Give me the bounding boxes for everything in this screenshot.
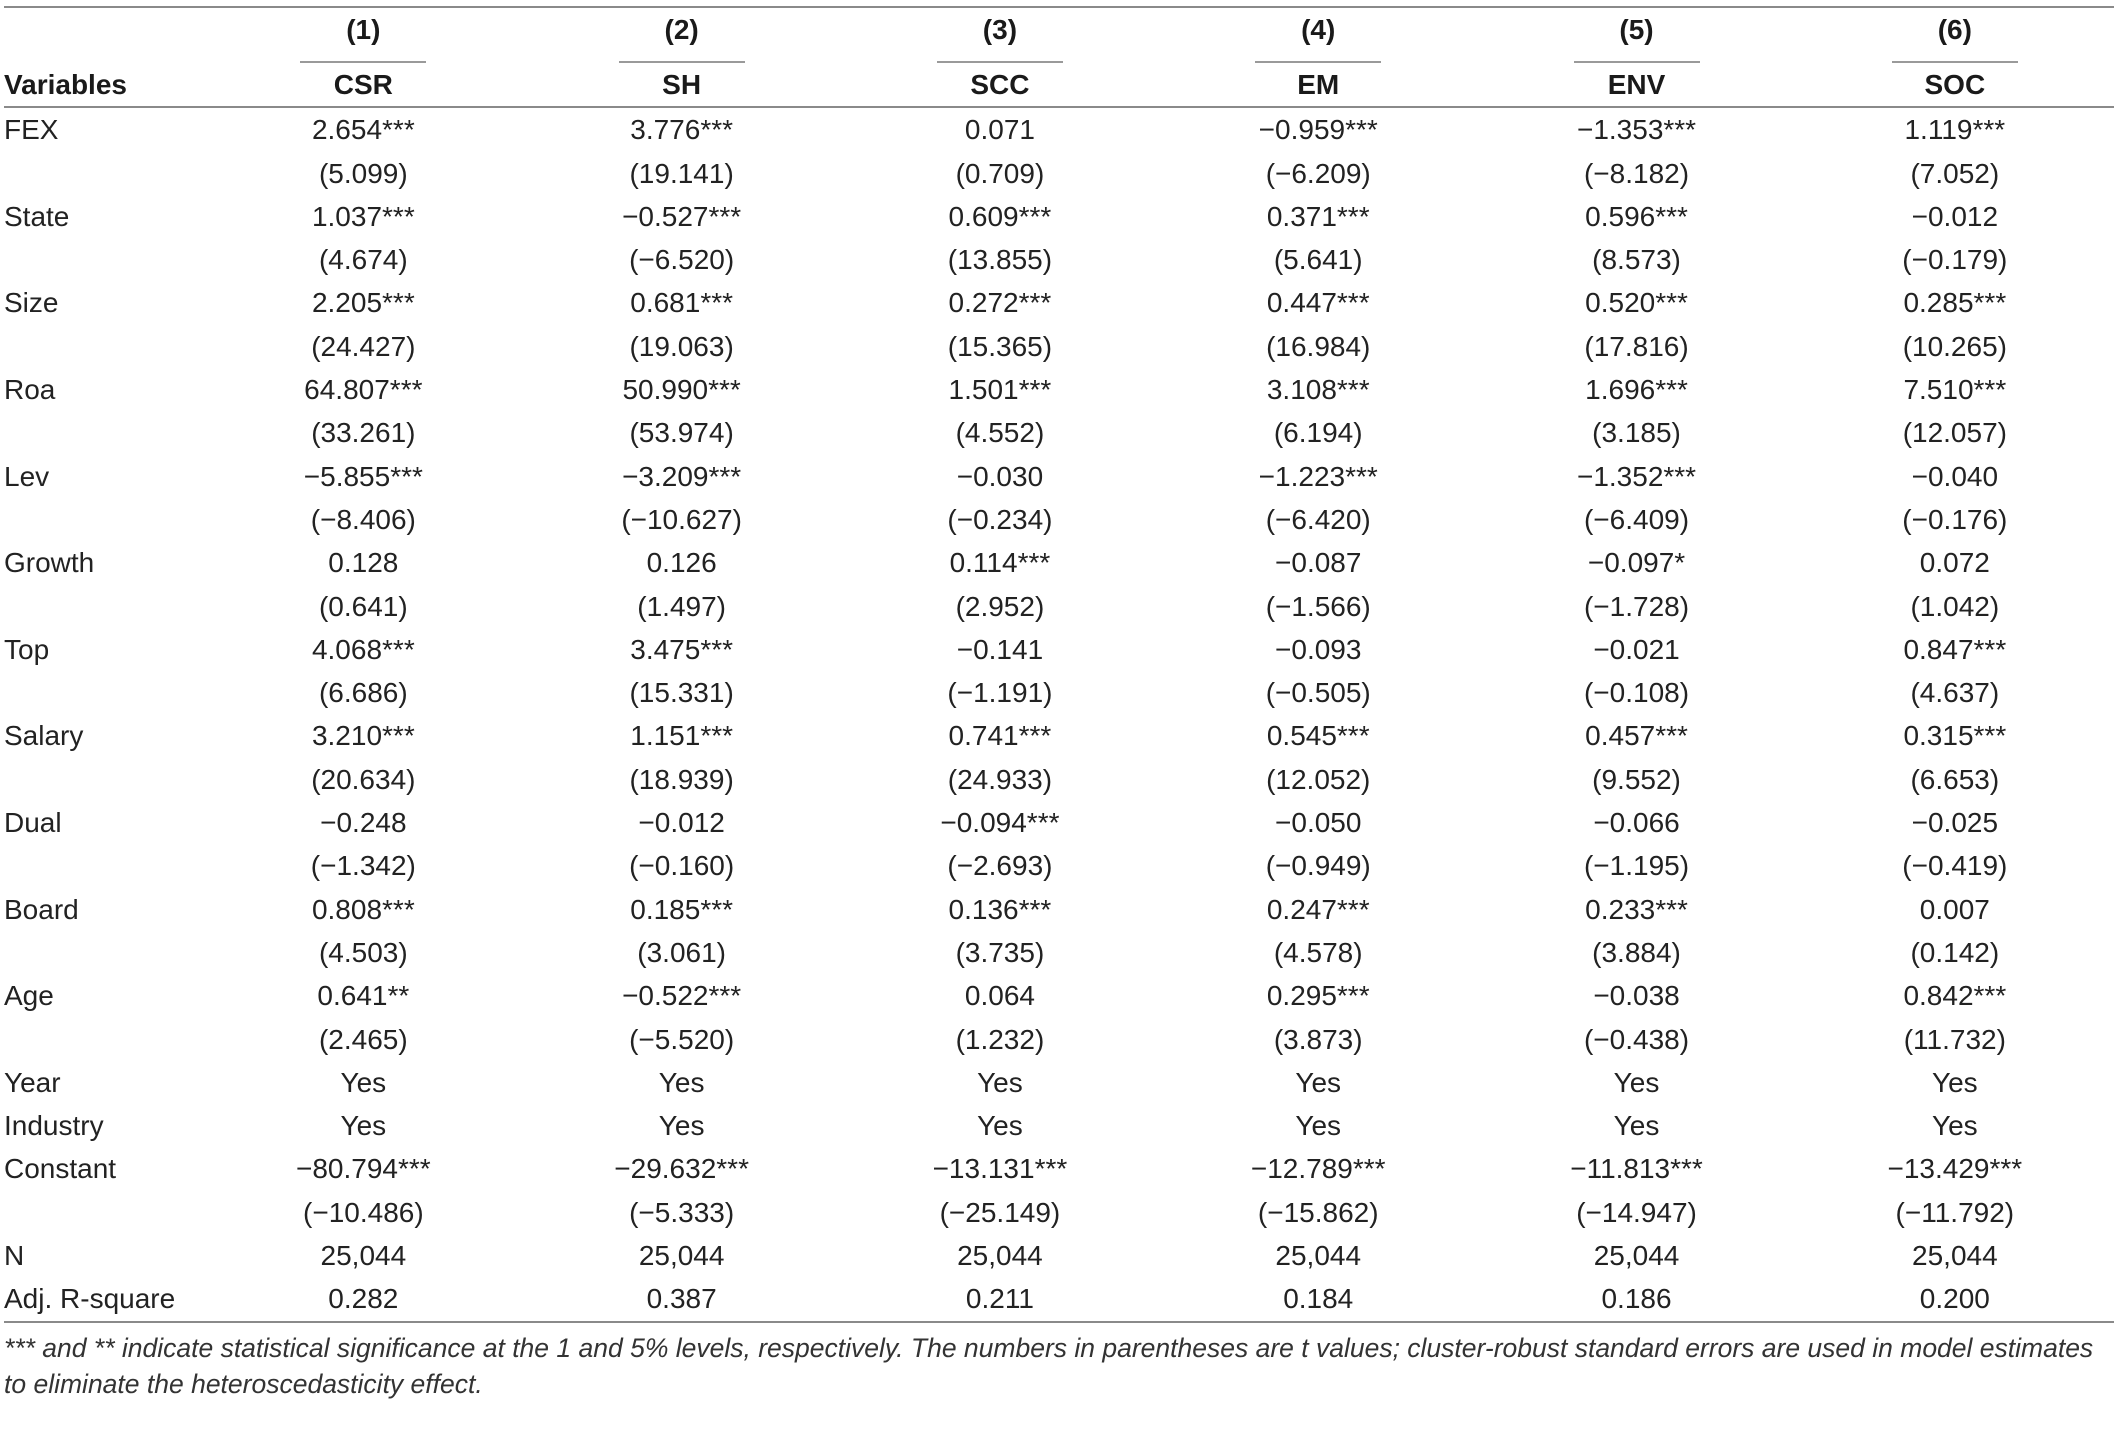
column-name-soc: SOC <box>1796 63 2114 107</box>
table-row <box>4 498 2114 541</box>
table-cell: (4.578) <box>1273 936 1363 968</box>
table-cell: (17.816) <box>1584 330 1689 362</box>
table-cell: 0.186 <box>1477 1277 1795 1321</box>
table-cell: 0.272*** <box>948 287 1052 319</box>
row-variable-label <box>4 671 204 714</box>
table-row <box>4 455 2114 498</box>
table-cell: −0.050 <box>1275 807 1362 839</box>
table-cell: −1.352*** <box>1576 460 1697 492</box>
table-cell: 0.295*** <box>1266 980 1370 1012</box>
table-cell: 0.282 <box>204 1277 522 1321</box>
row-variable-label: Board <box>4 893 79 925</box>
table-cell: (−6.209) <box>1265 157 1371 189</box>
column-number-3: (3) <box>841 7 1159 63</box>
table-cell: (1.497) <box>637 590 726 622</box>
column-name-scc: SCC <box>841 63 1159 107</box>
table-cell: 0.681*** <box>630 287 734 319</box>
table-cell: 0.128 <box>328 547 399 579</box>
table-cell: Yes <box>1295 1066 1342 1098</box>
row-variable-label: Industry <box>4 1110 104 1142</box>
table-row <box>4 1147 2114 1190</box>
table-cell: (−0.505) <box>1265 677 1371 709</box>
table-row <box>4 1018 2114 1061</box>
table-cell: −0.021 <box>1593 633 1680 665</box>
table-row <box>4 152 2114 195</box>
table-cell: 50.990*** <box>622 374 741 406</box>
table-footnote: *** and ** indicate statistical significance at the 1 and 5% levels, respectively. The numbers in parentheses are t values; cluster-robust standard errors are used in model estimates to eliminate the heteroscedasticity effect. <box>4 1333 2094 1399</box>
table-cell: 0.596*** <box>1585 200 1688 232</box>
table-cell: (2.465) <box>318 1023 408 1055</box>
row-variable-label: Adj. R-square <box>4 1277 204 1321</box>
table-cell: (53.974) <box>629 417 734 449</box>
table-row <box>4 411 2114 454</box>
column-name-em: EM <box>1159 63 1477 107</box>
table-cell: −0.030 <box>956 460 1044 492</box>
table-cell: (12.052) <box>1266 763 1371 795</box>
table-cell: 0.641** <box>317 980 410 1012</box>
table-cell: (−5.520) <box>629 1023 735 1055</box>
table-cell: 25,044 <box>957 1240 1043 1272</box>
table-cell: Yes <box>977 1110 1023 1142</box>
table-cell: (−6.409) <box>1583 503 1690 535</box>
table-cell: 3.210*** <box>311 720 415 752</box>
table-cell: (3.061) <box>637 936 726 968</box>
table-row <box>4 714 2114 757</box>
table-cell: (24.427) <box>311 330 416 362</box>
table-cell: −13.429*** <box>1887 1153 2023 1185</box>
row-variable-label: Year <box>4 1066 61 1098</box>
table-row <box>4 1277 2114 1321</box>
row-variable-label: Top <box>4 633 50 665</box>
table-cell: −0.097* <box>1587 547 1686 579</box>
table-cell: −0.040 <box>1911 460 1999 492</box>
table-cell: 25,044 <box>1912 1240 1998 1272</box>
table-cell: (4.503) <box>318 936 408 968</box>
table-cell: 2.205*** <box>311 287 415 319</box>
table-cell: (3.185) <box>1592 417 1681 449</box>
table-cell: (10.265) <box>1902 330 2007 362</box>
table-cell: (−6.520) <box>629 244 735 276</box>
table-cell: (0.641) <box>318 590 408 622</box>
table-cell: 0.184 <box>1159 1277 1477 1321</box>
table-cell: 1.696*** <box>1585 374 1688 406</box>
table-cell: −11.813*** <box>1570 1153 1703 1185</box>
table-cell: (8.573) <box>1592 244 1681 276</box>
table-cell: −12.789*** <box>1250 1153 1386 1185</box>
table-cell: Yes <box>1931 1110 1978 1142</box>
table-row <box>4 195 2114 238</box>
table-row <box>4 238 2114 281</box>
table-row <box>4 541 2114 584</box>
table-cell: 0.847*** <box>1903 633 2007 665</box>
table-row <box>4 368 2114 411</box>
table-cell: Yes <box>340 1110 387 1142</box>
table-cell: 4.068*** <box>311 633 415 665</box>
row-variable-label <box>4 585 204 628</box>
column-number-5: (5) <box>1477 7 1795 63</box>
table-cell: Yes <box>658 1110 705 1142</box>
table-cell: Yes <box>1295 1110 1342 1142</box>
table-cell: −0.093 <box>1275 633 1362 665</box>
table-cell: Yes <box>658 1066 705 1098</box>
table-cell: 0.211 <box>841 1277 1159 1321</box>
table-cell: −5.855*** <box>303 460 423 492</box>
table-cell: (−0.179) <box>1902 244 2008 276</box>
table-cell: 0.387 <box>522 1277 840 1321</box>
table-cell: (−14.947) <box>1576 1196 1697 1228</box>
table-cell: −3.209*** <box>622 460 742 492</box>
row-variable-label: Roa <box>4 374 56 406</box>
table-row <box>4 888 2114 931</box>
table-cell: (−0.949) <box>1265 850 1371 882</box>
table-cell: (−1.342) <box>310 850 416 882</box>
table-cell: −0.025 <box>1911 807 1999 839</box>
regression-table <box>4 6 2114 1323</box>
column-name-csr: CSR <box>204 63 522 107</box>
table-cell: Yes <box>340 1066 387 1098</box>
row-variable-label <box>4 1018 204 1061</box>
column-name-env: ENV <box>1477 63 1795 107</box>
table-cell: 1.037*** <box>311 200 415 232</box>
table-cell: 3.108*** <box>1266 374 1370 406</box>
table-cell: 0.741*** <box>948 720 1052 752</box>
table-cell: 0.315*** <box>1903 720 2007 752</box>
table-cell: (4.674) <box>318 244 408 276</box>
table-cell: −1.223*** <box>1258 460 1378 492</box>
table-row <box>4 931 2114 974</box>
row-variable-label <box>4 758 204 801</box>
table-cell: 0.447*** <box>1266 287 1370 319</box>
table-cell: −29.632*** <box>614 1153 749 1185</box>
table-cell: −0.094*** <box>940 807 1060 839</box>
column-number-4: (4) <box>1159 7 1477 63</box>
table-cell: 0.842*** <box>1903 980 2007 1012</box>
table-cell: −0.522*** <box>622 980 742 1012</box>
row-variable-label: Growth <box>4 547 95 579</box>
table-cell: (20.634) <box>311 763 416 795</box>
table-cell: (0.709) <box>955 157 1045 189</box>
table-body <box>4 107 2114 1321</box>
table-cell: 7.510*** <box>1903 374 2007 406</box>
row-variable-label: N <box>4 1240 25 1272</box>
row-variable-label <box>4 498 204 541</box>
table-cell: 0.007 <box>1919 893 1990 925</box>
table-cell: −0.248 <box>320 807 407 839</box>
row-variable-label: State <box>4 200 70 232</box>
table-cell: (12.057) <box>1902 417 2007 449</box>
variables-header: Variables <box>4 63 204 107</box>
table-cell: 0.285*** <box>1903 287 2007 319</box>
table-cell: 0.072 <box>1919 547 1990 579</box>
table-cell: Yes <box>977 1066 1023 1098</box>
table-cell: (6.686) <box>318 677 408 709</box>
table-cell: (−0.438) <box>1583 1023 1690 1055</box>
table-cell: (7.052) <box>1910 157 2000 189</box>
table-cell: (6.653) <box>1910 763 2000 795</box>
table-cell: (16.984) <box>1266 330 1371 362</box>
column-name-row <box>4 63 2114 107</box>
table-cell: −0.527*** <box>622 200 742 232</box>
row-variable-label <box>4 325 204 368</box>
table-cell: (−2.693) <box>947 850 1053 882</box>
table-cell: (3.884) <box>1592 936 1681 968</box>
table-cell: 3.475*** <box>630 633 734 665</box>
column-number-6: (6) <box>1796 7 2114 63</box>
table-cell: 0.457*** <box>1585 720 1688 752</box>
table-cell: (1.042) <box>1910 590 2000 622</box>
table-cell: (−10.627) <box>621 503 742 535</box>
column-name-sh: SH <box>522 63 840 107</box>
table-cell: 3.776*** <box>630 114 734 146</box>
table-cell: (24.933) <box>947 763 1053 795</box>
table-row <box>4 628 2114 671</box>
row-variable-label: FEX <box>4 114 59 146</box>
table-cell: 0.808*** <box>311 893 415 925</box>
table-cell: (4.552) <box>955 417 1045 449</box>
table-cell: (5.641) <box>1273 244 1363 276</box>
column-number-1: (1) <box>204 7 522 63</box>
row-variable-label: Size <box>4 287 59 319</box>
table-cell: (3.735) <box>955 936 1045 968</box>
table-cell: 0.371*** <box>1266 200 1370 232</box>
table-cell: (15.365) <box>947 330 1053 362</box>
table-row <box>4 671 2114 714</box>
table-row <box>4 325 2114 368</box>
table-cell: −80.794*** <box>295 1153 431 1185</box>
table-cell: (1.232) <box>955 1023 1045 1055</box>
table-cell: (18.939) <box>629 763 734 795</box>
table-cell: −13.131*** <box>932 1153 1068 1185</box>
table-cell: (3.873) <box>1273 1023 1363 1055</box>
table-row <box>4 1191 2114 1234</box>
row-variable-label: Lev <box>4 460 50 492</box>
table-cell: −0.141 <box>956 633 1044 665</box>
table-cell: (−0.234) <box>947 503 1053 535</box>
table-cell: (5.099) <box>318 157 408 189</box>
table-cell: 25,044 <box>320 1240 407 1272</box>
table-cell: (−1.191) <box>947 677 1053 709</box>
table-row <box>4 281 2114 324</box>
table-cell: (−0.108) <box>1583 677 1690 709</box>
table-cell: Yes <box>1613 1110 1660 1142</box>
table-row <box>4 1234 2114 1277</box>
column-number-2: (2) <box>522 7 840 63</box>
table-cell: −0.066 <box>1593 807 1680 839</box>
table-cell: 0.185*** <box>630 893 734 925</box>
table-cell: −0.087 <box>1275 547 1362 579</box>
row-variable-label: Salary <box>4 720 84 752</box>
table-cell: (15.331) <box>629 677 734 709</box>
table-cell: (−6.420) <box>1265 503 1371 535</box>
table-cell: 1.119*** <box>1904 114 2006 146</box>
table-cell: 1.501*** <box>948 374 1052 406</box>
row-variable-label <box>4 238 204 281</box>
table-cell: 2.654*** <box>311 114 415 146</box>
table-cell: (13.855) <box>947 244 1053 276</box>
table-cell: −0.038 <box>1593 980 1680 1012</box>
table-cell: −1.353*** <box>1576 114 1697 146</box>
table-cell: (−5.333) <box>629 1196 735 1228</box>
row-variable-label <box>4 844 204 887</box>
table-row <box>4 758 2114 801</box>
table-row <box>4 974 2114 1017</box>
table-cell: (−0.176) <box>1902 503 2008 535</box>
row-variable-label: Constant <box>4 1153 117 1185</box>
table-cell: −0.012 <box>1911 200 1999 232</box>
column-number-row <box>4 7 2114 63</box>
table-row <box>4 585 2114 628</box>
table-cell: −0.012 <box>638 807 725 839</box>
header-blank-cell <box>4 7 204 63</box>
table-cell: (−1.566) <box>1265 590 1371 622</box>
table-cell: (−0.419) <box>1902 850 2008 882</box>
table-row <box>4 844 2114 887</box>
row-variable-label <box>4 1191 204 1234</box>
table-cell: (33.261) <box>311 417 416 449</box>
table-cell: 0.545*** <box>1266 720 1370 752</box>
table-cell: 0.126 <box>646 547 717 579</box>
table-cell: 25,044 <box>638 1240 725 1272</box>
table-cell: 0.609*** <box>948 200 1052 232</box>
table-cell: (4.637) <box>1910 677 2000 709</box>
table-cell: (19.141) <box>629 157 734 189</box>
table-cell: 25,044 <box>1275 1240 1362 1272</box>
table-cell: (−1.728) <box>1583 590 1690 622</box>
table-cell: (0.142) <box>1910 936 2000 968</box>
table-cell: 1.151*** <box>630 720 734 752</box>
row-variable-label <box>4 411 204 454</box>
table-cell: 64.807*** <box>304 374 423 406</box>
table-cell: (−0.160) <box>629 850 735 882</box>
row-variable-label <box>4 931 204 974</box>
table-cell: Yes <box>1931 1066 1978 1098</box>
table-cell: (−1.195) <box>1583 850 1690 882</box>
table-cell: (−8.406) <box>310 503 416 535</box>
table-cell: 0.136*** <box>948 893 1052 925</box>
table-cell: 0.247*** <box>1266 893 1370 925</box>
row-variable-label <box>4 152 204 195</box>
table-row <box>4 1061 2114 1104</box>
table-cell: 25,044 <box>1593 1240 1680 1272</box>
table-cell: (19.063) <box>629 330 734 362</box>
table-row <box>4 107 2114 151</box>
table-cell: (−11.792) <box>1895 1196 2015 1228</box>
table-cell: (−8.182) <box>1583 157 1690 189</box>
table-row <box>4 1104 2114 1147</box>
table-cell: 0.520*** <box>1585 287 1688 319</box>
table-cell: 0.200 <box>1796 1277 2114 1321</box>
row-variable-label: Age <box>4 980 54 1012</box>
table-cell: (−15.862) <box>1257 1196 1379 1228</box>
table-cell: 0.071 <box>964 114 1035 146</box>
table-cell: 0.233*** <box>1585 893 1688 925</box>
table-cell: (2.952) <box>955 590 1045 622</box>
row-variable-label: Dual <box>4 807 62 839</box>
table-cell: (11.732) <box>1903 1023 2006 1055</box>
table-cell: −0.959*** <box>1258 114 1378 146</box>
table-cell: (6.194) <box>1273 417 1363 449</box>
table-cell: (−10.486) <box>303 1196 424 1228</box>
table-cell: 0.114*** <box>949 547 1051 579</box>
table-cell: 0.064 <box>964 980 1035 1012</box>
table-cell: Yes <box>1613 1066 1660 1098</box>
table-cell: (9.552) <box>1592 763 1681 795</box>
table-cell: (−25.149) <box>939 1196 1061 1228</box>
table-row <box>4 801 2114 844</box>
